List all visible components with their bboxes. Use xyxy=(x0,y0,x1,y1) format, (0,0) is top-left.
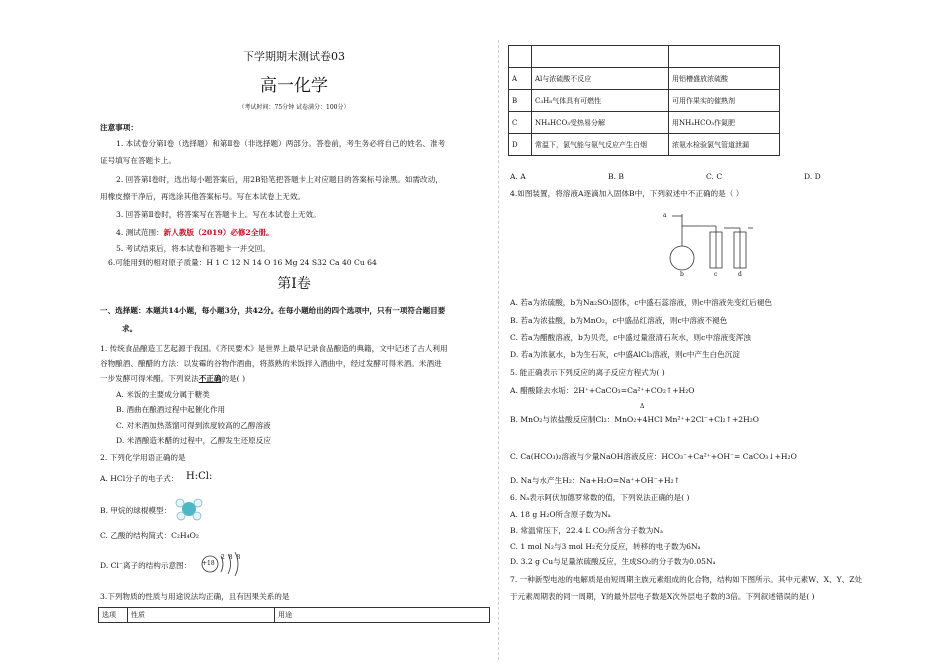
table-row xyxy=(509,134,780,156)
q1-option-c: C. 对米酒加热蒸馏可得到浓度较高的乙醇溶液 xyxy=(116,421,271,430)
q1-emphasis: 不正确 xyxy=(198,374,222,383)
table-cell: 常温下，氯气能与氨气反应产生白烟 xyxy=(532,134,669,156)
note-3: 3. 回答第Ⅱ卷时，将答案写在答题卡上。写在本试卷上无效。 xyxy=(116,210,321,219)
q3-choice-b: B. B xyxy=(608,172,624,181)
hcl-electron-formula: H:Cl: xyxy=(186,471,213,482)
q3-table-header xyxy=(98,607,490,623)
table-row xyxy=(509,112,780,134)
table-row xyxy=(509,46,780,68)
q2-option-d: D. Cl⁻离子的结构示意图： xyxy=(100,561,192,570)
q2-option-a: A. HCl分子的电子式： xyxy=(100,474,179,483)
table-cell: 用铝槽盛放浓硫酸 xyxy=(669,68,780,90)
q4-option-a: A. 若a为浓硫酸，b为Na₂SO₃固体，c中盛石蕊溶液，则c中溶液先变红后褪色 xyxy=(510,298,772,307)
q1-line-3a: 一步发酵可得米醋。下列说法 xyxy=(100,374,199,383)
table-cell: C₃H₈气体具有可燃性 xyxy=(532,90,669,112)
q6-option-d: D. 3.2 g Cu与足量浓硫酸反应，生成SO₂的分子数为0.05Nₐ xyxy=(510,557,716,566)
chloride-shells-label: 2 8 8 xyxy=(221,554,242,561)
q3-choice-d: D. D xyxy=(804,172,821,181)
section-1-line-b: 求。 xyxy=(122,324,138,333)
notes-heading: 注意事项： xyxy=(100,123,138,132)
table-cell: B xyxy=(509,90,532,112)
note-2b: 用橡皮擦干净后，再选涂其他答案标号。写在本试卷上无效。 xyxy=(100,192,306,201)
q6-stem: 6. Nₐ表示阿伏加德罗常数的值，下列说法正确的是( ) xyxy=(510,493,690,502)
table-cell: Al与浓硫酸不反应 xyxy=(532,68,669,90)
note-1b: 证号填写在答题卡上。 xyxy=(100,156,176,165)
right-column xyxy=(508,0,900,672)
left-column xyxy=(98,0,490,672)
apparatus-label-b: b xyxy=(680,271,684,278)
section-1-line-a: 一、选择题：本题共14小题，每小题3分，共42分。在每小题给出的四个选项中，只有一项符合题目要 xyxy=(100,306,446,315)
q5-option-c: C. Ca(HCO₃)₂溶液与少量NaOH溶液反应：HCO₃⁻+Ca²⁺+OH⁻= CaCO₃↓+H₂O xyxy=(510,452,797,461)
apparatus-label-d: d xyxy=(738,271,742,278)
table-cell: 用NH₄HCO₃作氮肥 xyxy=(669,112,780,134)
methane-ball-stick-icon xyxy=(172,496,206,522)
table-cell: A xyxy=(509,68,532,90)
q1-option-d: D. 米酒酿造米醋的过程中，乙醇发生还原反应 xyxy=(116,436,271,445)
q3-choice-c: C. C xyxy=(706,172,723,181)
q6-option-a: A. 18 g H₂O所含原子数为Nₐ xyxy=(510,510,611,519)
note-4-label: 4. 测试范围： xyxy=(116,228,164,237)
q3-header-option: 选项 xyxy=(99,608,128,623)
q2-option-c: C. 乙酸的结构简式：C₂H₄O₂ xyxy=(100,531,199,540)
q5-option-a: A. 醋酸除去水垢：2H⁺+CaCO₃=Ca²⁺+CO₂↑+H₂O xyxy=(510,386,695,395)
table-cell: 浓氨水检验氯气管道泄漏 xyxy=(669,134,780,156)
chloride-nucleus-label: +18 xyxy=(202,560,215,567)
gas-apparatus-diagram xyxy=(658,206,754,280)
note-6: 6.可能用到的相对原子质量：H 1 C 12 N 14 O 16 Mg 24 S32 Ca 40 Cu 64 xyxy=(108,258,377,267)
column-divider xyxy=(498,40,500,660)
exam-title: 高一化学 xyxy=(260,76,328,96)
q3-choice-a: A. A xyxy=(510,172,526,181)
note-5: 5. 考试结束后，将本试卷和答题卡一并交回。 xyxy=(116,244,270,253)
q7-line-1: 7. 一种新型电池的电解质是由短周期主族元素组成的化合物，结构如下图所示。其中元素W、X、Y、Z处 xyxy=(510,575,863,584)
table-cell: D xyxy=(509,134,532,156)
apparatus-label-a: a xyxy=(663,212,667,219)
note-1a: 1. 本试卷分第Ⅰ卷（选择题）和第Ⅱ卷（非选择题）两部分。答卷前，考生务必将自己的姓名、准考 xyxy=(116,139,446,148)
q4-option-d: D. 若a为浓氨水，b为生石灰，c中盛AlCl₃溶液，则c中产生白色沉淀 xyxy=(510,350,740,359)
exam-meta: （考试时间：75分钟 试卷满分：100分） xyxy=(238,104,350,111)
q6-option-c: C. 1 mol N₂与3 mol H₂充分反应，转移的电子数为6Nₐ xyxy=(510,542,701,551)
q3-stem: 3.下列物质的性质与用途说法均正确，且有因果关系的是 xyxy=(100,592,290,601)
q1-line-1: 1. 传统食品酿造工艺起源于我国。《齐民要术》是世界上最早记录食品酿造的典籍，文中记述了古人利用 xyxy=(100,344,448,353)
table-cell: 可用作果实的催熟剂 xyxy=(669,90,780,112)
q5-stem: 5. 能正确表示下列反应的离子反应方程式为( ) xyxy=(510,368,665,377)
q1-line-2: 谷物酿酒、酿醋的方法：以发霉的谷物作酒曲，将蒸熟的米饭拌入酒曲中，经过发酵可得米酒。米酒进 xyxy=(100,359,442,368)
q3-header-use: 用途 xyxy=(275,608,490,623)
q2-option-b: B. 甲烷的球棍模型： xyxy=(100,506,172,515)
q1-option-a: A. 米饭的主要成分属于糖类 xyxy=(116,390,210,399)
table-row xyxy=(509,68,780,90)
note-4 xyxy=(116,228,274,238)
note-2a: 2. 回答第Ⅰ卷时，选出每小题答案后，用2B铅笔把答题卡上对应题目的答案标号涂黑。如需改动， xyxy=(116,175,443,184)
q2-stem: 2. 下列化学用语正确的是 xyxy=(100,453,186,462)
table-cell: NH₄HCO₃受热易分解 xyxy=(532,112,669,134)
table-cell: C xyxy=(509,112,532,134)
q1-line-3c: 的是( ) xyxy=(221,374,246,383)
q4-option-c: C. 若a为醋酸溶液，b为贝壳，c中盛过量澄清石灰水，则c中溶液变浑浊 xyxy=(510,333,751,342)
q1-option-b: B. 酒曲在酿酒过程中起催化作用 xyxy=(116,405,226,414)
q7-line-2: 于元素周期表的同一周期，Y的最外层电子数是X次外层电子数的3倍。下列叙述错误的是( ) xyxy=(510,592,815,601)
table-row xyxy=(509,90,780,112)
part-1-title: 第Ⅰ卷 xyxy=(277,276,311,292)
q4-stem: 4.如图装置，将溶液A逐滴加入固体B中，下列叙述中不正确的是（ ） xyxy=(510,189,744,198)
q3-header-property: 性质 xyxy=(128,608,275,623)
apparatus-label-c: c xyxy=(714,271,718,278)
q4-option-b: B. 若a为浓盐酸，b为MnO₂，c中盛品红溶液，则c中溶液不褪色 xyxy=(510,316,728,325)
note-4-scope: 新人教版（2019）必修2全册。 xyxy=(163,228,274,237)
q3-table xyxy=(508,45,780,156)
q5-option-b: B. MnO₂与浓盐酸反应制Cl₂：MnO₂+4HCl Mn²⁺+2Cl⁻+Cl₂↑+2H₂O xyxy=(510,415,760,424)
q6-option-b: B. 常温常压下，22.4 L CO₂所含分子数为Nₐ xyxy=(510,526,663,535)
q5-option-d: D. Na与水产生H₂：Na+H₂O=Na⁺+OH⁻+H₂↑ xyxy=(510,476,681,485)
q1-line-3 xyxy=(100,374,245,384)
exam-subtitle: 下学期期末测试卷03 xyxy=(243,50,345,63)
q5-heat-symbol: Δ xyxy=(640,403,645,410)
